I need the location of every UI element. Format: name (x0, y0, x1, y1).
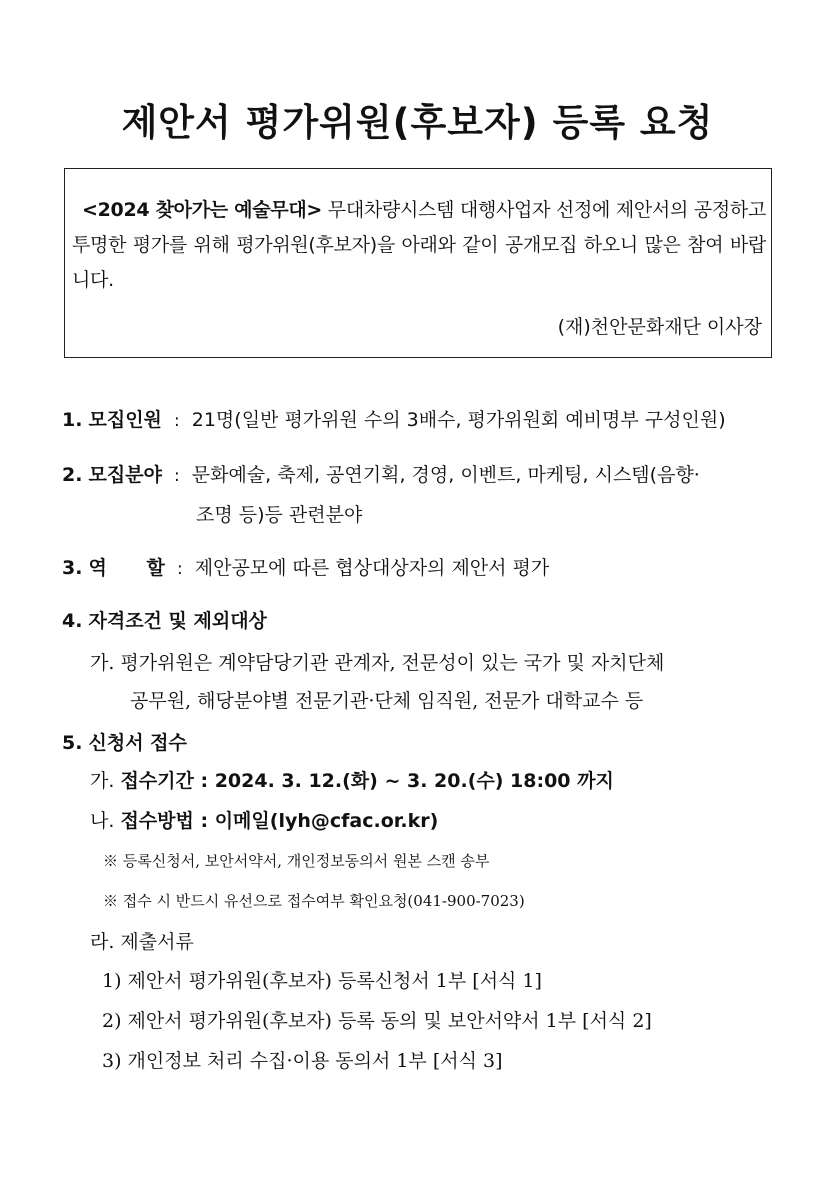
section-4-item-a-continued: 공무원, 해당분야별 전문기관·단체 임직원, 전문가 대학교수 등 (130, 690, 644, 712)
document-item: 1) 제안서 평가위원(후보자) 등록신청서 1부 [서식 1] (102, 970, 542, 992)
section-3 (62, 553, 549, 580)
note-1: ※ 등록신청서, 보안서약서, 개인정보동의서 원본 스캔 송부 (103, 852, 490, 870)
section-4 (62, 606, 267, 633)
section-4-item-a: 가. 평가위원은 계약담당기관 관계자, 전문성이 있는 국가 및 자치단체 (90, 652, 665, 674)
section-5 (62, 728, 187, 755)
item-prefix: 나. (90, 810, 115, 832)
separator: : (173, 466, 180, 486)
section-5-item-b (90, 806, 438, 833)
note-2: ※ 접수 시 반드시 유선으로 접수여부 확인요청(041-900-7023) (103, 892, 525, 910)
section-number: 5. (62, 732, 83, 754)
item-text: 접수방법 : 이메일(lyh@cfac.or.kr) (120, 810, 439, 832)
notice-signer: (재)천안문화재단 이사장 (557, 316, 762, 338)
section-heading: 신청서 접수 (88, 732, 187, 754)
section-5-item-a (90, 766, 614, 793)
section-text: 21명(일반 평가위원 수의 3배수, 평가위원회 예비명부 구성인원) (191, 409, 726, 431)
notice-text: 무대차량시스템 대행사업자 선정에 제안서의 공정하고 투명한 평가를 위해 평가위원(후보자)을 아래와 같이 공개모집 하오니 많은 참여 바랍니다. (72, 199, 767, 291)
document-item: 2) 제안서 평가위원(후보자) 등록 동의 및 보안서약서 1부 [서식 2] (102, 1010, 652, 1032)
notice-box (64, 168, 772, 358)
separator: : (176, 559, 183, 579)
separator: : (173, 411, 180, 431)
section-number: 1. (62, 409, 83, 431)
section-heading: 역 할 (88, 557, 165, 579)
section-heading: 모집분야 (88, 464, 162, 486)
document-item: 3) 개인정보 처리 수집·이용 동의서 1부 [서식 3] (102, 1050, 503, 1072)
page-title: 제안서 평가위원(후보자) 등록 요청 (121, 101, 714, 144)
section-2 (62, 460, 700, 487)
section-2-continued: 조명 등)등 관련분야 (196, 504, 363, 526)
section-heading: 모집인원 (88, 409, 162, 431)
item-prefix: 가. (90, 770, 115, 792)
section-text: 제안공모에 따른 협상대상자의 제안서 평가 (194, 557, 550, 579)
section-heading: 자격조건 및 제외대상 (88, 610, 267, 632)
section-number: 3. (62, 557, 83, 579)
event-name: <2024 찾아가는 예술무대> (82, 199, 323, 221)
section-number: 2. (62, 464, 83, 486)
item-text: 접수기간 : 2024. 3. 12.(화) ~ 3. 20.(수) 18:00 까지 (120, 770, 614, 792)
section-5-item-d: 라. 제출서류 (90, 931, 194, 953)
section-number: 4. (62, 610, 83, 632)
notice-body (72, 193, 766, 298)
section-text: 문화예술, 축제, 공연기획, 경영, 이벤트, 마케팅, 시스템(음향· (191, 464, 700, 486)
section-1 (62, 405, 726, 432)
